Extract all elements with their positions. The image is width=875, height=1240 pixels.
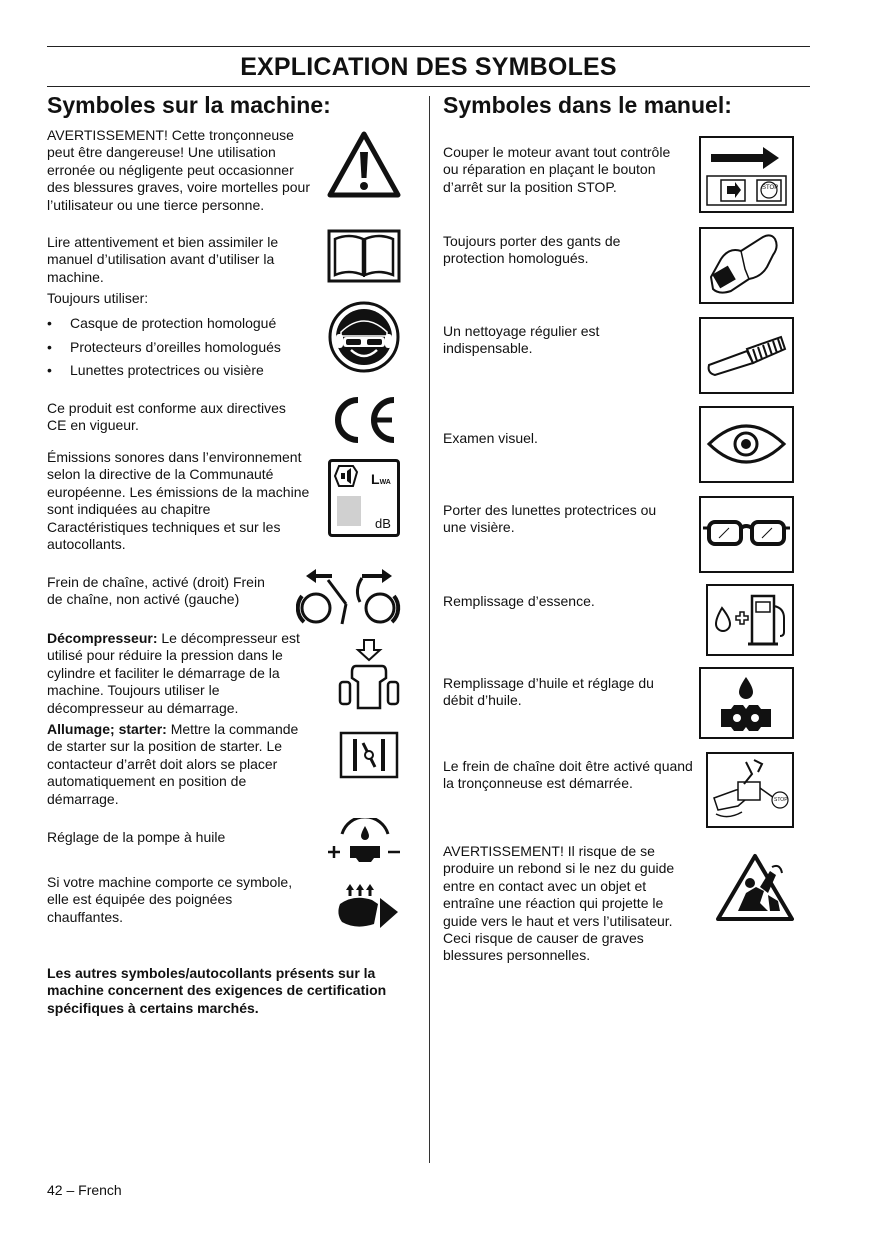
db-label: dB [375, 516, 391, 531]
brake-start-text: Le frein de chaîne doit être activé quand la tronçonneuse est démarrée. [443, 758, 693, 792]
gloves-text: Toujours porter des gants de protection homologués. [443, 233, 621, 267]
noise-text: Émissions sonores dans l’environnement selon la directive de la Communauté européenne. Les émissions de la machine sont indiquées au chapitre Caractéristiques techniques et sur les autocollants. [47, 449, 310, 553]
noise-label-icon [328, 459, 400, 537]
chain-brake-icon [296, 566, 404, 630]
decompressor-icon [338, 638, 400, 714]
visual-check-text: Examen visuel. [443, 430, 538, 446]
top-rule [47, 46, 810, 47]
helmet-ear-eye-protection-icon [327, 300, 401, 374]
read-manual-text: Lire attentivement et bien assimiler le manuel d’utilisation avant d’utiliser la machine. [47, 234, 279, 285]
page-footer: 42 – French [47, 1182, 122, 1198]
glove-icon [699, 227, 794, 304]
safety-glasses-icon [699, 496, 794, 573]
kickback-warning-text: AVERTISSEMENT! Il risque de se produire un rebond si le nez du guide entre en contact avec un objet et entraîne une réaction qui projette le guide vers le haut et vers l’utilisateur. Ceci risque de causer de graves blessures personnelles. [443, 843, 675, 964]
stop-switch-icon [699, 136, 794, 213]
lwa-label: LWA [371, 471, 391, 487]
decompressor-text: Décompresseur: Le décompresseur est utilisé pour réduire la pression dans le cylindre et faciliter le démarrage de la machine. Toujours utiliser le décompresseur au démarrage. [47, 630, 300, 716]
always-use-text: Toujours utiliser: [47, 290, 149, 306]
oil-pump-adjust-icon [326, 818, 402, 866]
oil-pump-text: Réglage de la pompe à huile [47, 829, 226, 845]
right-heading: Symboles dans le manuel: [443, 92, 732, 118]
title-rule [47, 86, 810, 87]
fuel-text: Remplissage d’essence. [443, 593, 595, 609]
heated-handles-icon [334, 882, 400, 932]
warning-text: AVERTISSEMENT! Cette tronçonneuse peut être dangereuse! Une utilisation erronée ou négligente peut occasionner des blessures graves, voire mortelles pour l’utilisateur ou une tierce personne. [47, 127, 311, 213]
chain-brake-text: Frein de chaîne, activé (droit) Frein de chaîne, non activé (gauche) [47, 574, 265, 608]
kickback-warning-icon [716, 853, 794, 921]
page-title: EXPLICATION DES SYMBOLES [240, 53, 617, 81]
stop-label: STOP [762, 185, 779, 191]
starter-text: Allumage; starter: Mettre la commande de starter sur la position de starter. Le contacteur d’arrêt doit alors se placer automatiquement en position de démarrage. [47, 721, 299, 807]
closing-note: Les autres symboles/autocollants présents sur la machine concernent des exigences de certification spécifiques à certains marchés. [47, 965, 387, 1016]
choke-starter-icon [339, 731, 399, 779]
column-divider [429, 96, 430, 1163]
cleaning-text: Un nettoyage régulier est indispensable. [443, 323, 600, 357]
fuel-pump-icon [706, 584, 794, 656]
ce-mark-icon [328, 394, 400, 446]
oil-fill-text: Remplissage d’huile et réglage du débit d’huile. [443, 675, 654, 709]
stop-label: STOP [774, 797, 788, 803]
brush-icon [699, 317, 794, 394]
eye-icon [699, 406, 794, 483]
oil-fill-icon [699, 667, 794, 739]
ce-text: Ce produit est conforme aux directives CE en vigueur. [47, 400, 286, 434]
stop-engine-text: Couper le moteur avant tout contrôle ou réparation en plaçant le bouton d’arrêt sur la position STOP. [443, 144, 671, 195]
chainsaw-start-brake-icon [706, 752, 794, 828]
book-icon [327, 229, 401, 283]
warning-triangle-icon [327, 130, 401, 198]
heated-handles-text: Si votre machine comporte ce symbole, elle est équipée des poignées chauffantes. [47, 874, 293, 925]
glasses-text: Porter des lunettes protectrices ou une visière. [443, 502, 657, 536]
left-heading: Symboles sur la machine: [47, 92, 331, 118]
